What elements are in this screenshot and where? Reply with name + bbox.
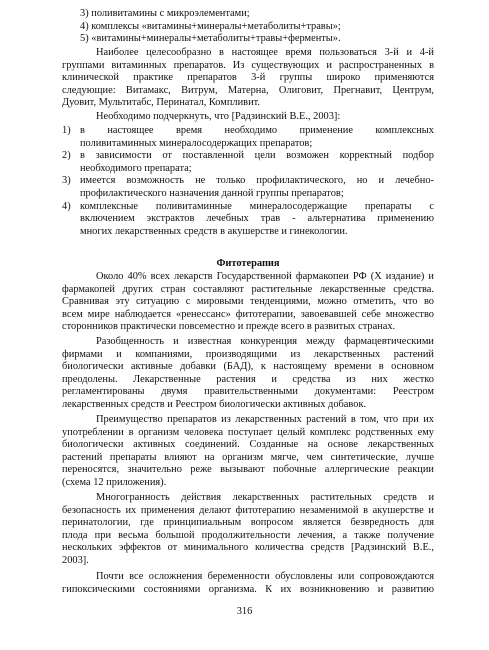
text-line: Дуовит, Мультитабс, Перинатал, Компливит. [62, 97, 261, 109]
list-item: 4) комплексы «витамины+минералы+метаболиты+травы»; [80, 20, 341, 32]
list-item: 4) комплексные поливитаминные минералосодержащие препараты с включением экстрактов лечебных трав - альтернатива применению многих лекарственных средств в акушерстве и гинекологии. [62, 200, 434, 237]
paragraph-5 [62, 414, 434, 490]
paragraph-1 [62, 47, 434, 110]
text-line: Сравнивая эту ситуацию с мировыми тенденциями, можно отметить, что во [62, 296, 434, 308]
text-line: группами витаминных препаратов. Из существующих и распространенных в [62, 59, 434, 71]
text-line: биологически активные добавки (БАД), к настоящему времени в основном [62, 361, 434, 373]
text-line: нескольких эффектов от минимального количества средств [Радзинский В.Е., [62, 542, 434, 554]
text-line: всем мире наблюдается «ренессанс» фитотерапии, завоевавшей себе множество [62, 308, 434, 320]
text-line: Необходимо подчеркнуть, что [Радзинский В.Е., 2003]: [96, 111, 341, 122]
text-line: безопасность их применения делают фитотерапию незаменимой в акушерстве и [62, 504, 434, 516]
list-item: 2) в зависимости от поставленной цели возможен корректный подбор необходимого препарата; [62, 150, 434, 174]
text-line: Преимущество препаратов из лекарственных растений в том, что при их [96, 414, 434, 425]
text-line: преодолены. Лекарственные растения и средства из них жестко [62, 373, 434, 385]
paragraph-6 [62, 492, 434, 568]
text-line: перинатологии, где принципиальным вопросом является безвредность для [62, 517, 434, 529]
text-line: Около 40% всех лекарств Государственной фармакопеи РФ (X издание) и [96, 271, 434, 282]
text-line: употреблении в организм человека поступает целый комплекс родственных ему [62, 426, 434, 438]
list-item: 3) имеется возможность не только профилактического, но и лечебно- профилактического назначения данной группы препаратов; [62, 175, 434, 199]
list-item: 5) «витамины+минералы+метаболиты+травы+ферменты». [80, 33, 341, 45]
text-line: Многогранность действия лекарственных растительных средств и [96, 492, 434, 503]
text-line: Почти все осложнения беременности обусловлены или сопровождаются [96, 571, 434, 582]
paragraph-4 [62, 336, 434, 412]
text-line: фирмами и компаниями, производящими из лекарственных растений [62, 348, 434, 360]
text-line: Наиболее целесообразно в настоящее время пользоваться 3-й и 4-й [96, 47, 434, 58]
list-item: 3) поливитамины с микроэлементами; [80, 8, 250, 19]
text-line: следующие: Витамакс, Витрум, Матерна, Олиговит, Прегнавит, Центрум, [62, 84, 434, 96]
text-line: (схема 12 приложения). [62, 476, 167, 488]
text-line: лекарственных средств и Реестром биологически активных добавок. [62, 398, 367, 410]
paragraph-3 [62, 271, 434, 334]
paragraph-7 [62, 571, 434, 596]
text-line: плода при весьма большой продолжительности лечения, а также получение [62, 529, 434, 541]
text-line: биологически активных соединений. Созданные на основе лекарственных [62, 439, 434, 451]
section-heading: Фитотерапия [216, 258, 280, 269]
text-line: растений препараты влияют на организм мягче, чем синтетические, лучше [62, 451, 434, 463]
page-number: 316 [236, 606, 253, 617]
paragraph-2 [62, 111, 434, 124]
text-line: гипоксическими состояниями организма. К их возникновению и развитию [62, 583, 434, 595]
text-line: сторонников практически повсеместно и прежде всего в развитых странах. [62, 321, 396, 333]
list-item: 1) в настоящее время необходимо применение комплексных поливитаминных минералосодержащих препаратов; [62, 125, 434, 149]
text-line: фармакопей других стран составляют растительные лекарственные средства. [62, 283, 434, 295]
text-line: регламентированы двумя правительственными документами: Реестром [62, 386, 434, 398]
numbered-list [62, 125, 434, 238]
text-line: Разобщенность и известная конкуренция между фармацевтическими [96, 336, 434, 347]
top-list [62, 8, 434, 46]
text-line: 2003]. [62, 554, 89, 566]
text-line: клинической практике препаратов 3-й группы широко применяются [62, 72, 434, 84]
text-line: переносятся, значительно реже вызывают побочные аллергические реакции [62, 464, 434, 476]
